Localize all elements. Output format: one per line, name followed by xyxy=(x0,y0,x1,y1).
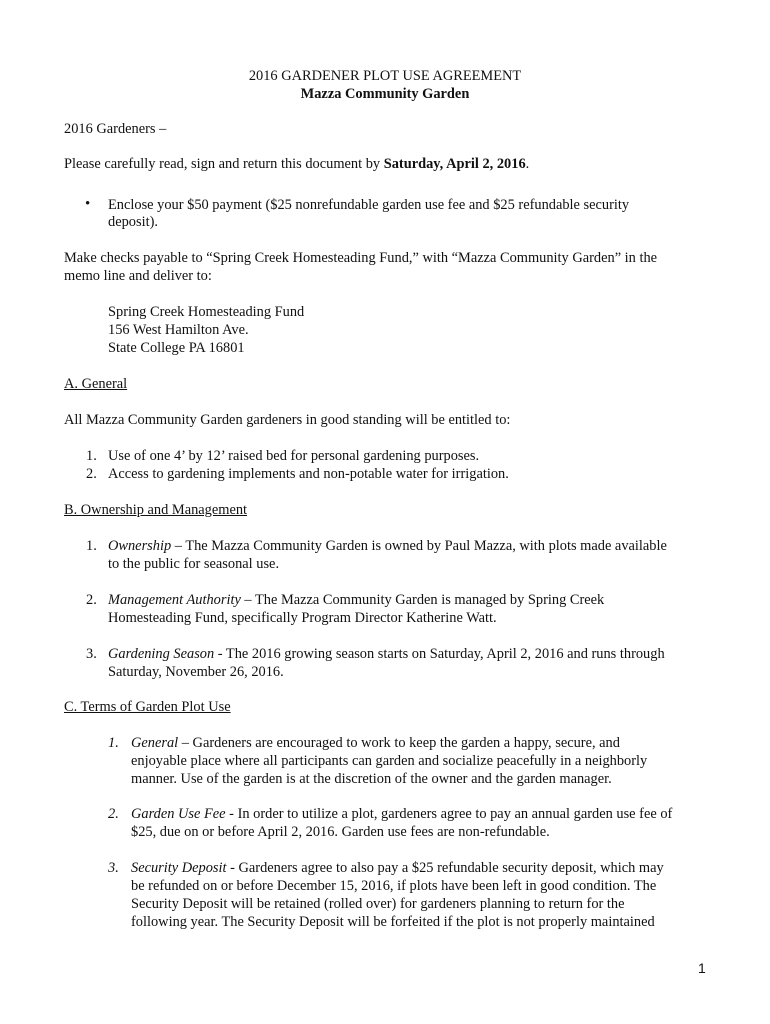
section-b-heading: B. Ownership and Management xyxy=(64,502,248,518)
fee-line-1 xyxy=(131,806,672,823)
deposit-line-2: be refunded on or before December 15, 2016, if plots have been left in good condition. The xyxy=(131,878,657,894)
item-separator: – xyxy=(240,592,255,608)
item-text: The 2016 growing season starts on Saturday, April 2, 2016 and runs through xyxy=(225,646,665,662)
item-text: Gardeners are encouraged to work to keep the garden a happy, secure, and xyxy=(192,735,620,751)
address-name: Spring Creek Homesteading Fund xyxy=(108,304,305,320)
checks-line-1: Make checks payable to “Spring Creek Homesteading Fund,” with “Mazza Community Garden” in the xyxy=(64,250,658,266)
item-separator: - xyxy=(225,806,238,822)
item-text: Gardeners agree to also pay a $25 refundable security deposit, which may xyxy=(238,860,664,876)
document-title: 2016 GARDENER PLOT USE AGREEMENT xyxy=(248,68,522,84)
deadline-date: Saturday, April 2, 2016 xyxy=(383,156,526,172)
general-line-1 xyxy=(131,735,620,752)
management-line-1 xyxy=(108,592,604,609)
season-line-1 xyxy=(108,646,665,663)
intro-text: Please carefully read, sign and return this document by xyxy=(64,156,384,172)
bullet-icon: • xyxy=(85,196,91,212)
fee-line-2: $25, due on or before April 2, 2016. Garden use fees are non-refundable. xyxy=(131,824,550,840)
address-city: State College PA 16801 xyxy=(108,340,245,356)
item-title: Ownership xyxy=(108,538,172,554)
list-number: 1. xyxy=(86,448,97,464)
section-a-intro: All Mazza Community Garden gardeners in good standing will be entitled to: xyxy=(64,412,511,428)
item-text: The Mazza Community Garden is managed by Spring Creek xyxy=(254,592,605,608)
item-separator: - xyxy=(214,646,226,662)
salutation: 2016 Gardeners – xyxy=(64,121,167,137)
item-title: Security Deposit xyxy=(131,860,227,876)
ownership-line-1 xyxy=(108,538,667,555)
intro-end: . xyxy=(525,156,530,172)
item-title: Management Authority xyxy=(108,592,241,608)
deposit-line-3: Security Deposit will be retained (rolled over) for gardeners planning to return for the xyxy=(131,896,625,912)
item-text: In order to utilize a plot, gardeners agree to pay an annual garden use fee of xyxy=(237,806,673,822)
list-item-text: Access to gardening implements and non-potable water for irrigation. xyxy=(108,466,509,482)
section-c-heading: C. Terms of Garden Plot Use xyxy=(64,699,231,715)
item-title: General xyxy=(131,735,179,751)
list-number: 2. xyxy=(86,592,97,608)
deposit-line-1 xyxy=(131,860,664,877)
deposit-line-4: following year. The Security Deposit will be forfeited if the plot is not properly maintained xyxy=(131,914,655,930)
ownership-line-2: to the public for seasonal use. xyxy=(108,556,280,572)
address-street: 156 West Hamilton Ave. xyxy=(108,322,249,338)
management-line-2: Homesteading Fund, specifically Program Director Katherine Watt. xyxy=(108,610,497,626)
list-number: 2. xyxy=(108,806,119,822)
item-separator: - xyxy=(226,860,239,876)
list-number: 2. xyxy=(86,466,97,482)
item-separator: – xyxy=(178,735,193,751)
season-line-2: Saturday, November 26, 2016. xyxy=(108,664,284,680)
section-a-heading: A. General xyxy=(64,376,128,392)
item-separator: – xyxy=(171,538,186,554)
list-number: 1. xyxy=(86,538,97,554)
intro-paragraph xyxy=(64,156,529,173)
general-line-2: enjoyable place where all participants can garden and socialize peacefully in a neighborly xyxy=(131,753,648,769)
list-item-text: Use of one 4’ by 12’ raised bed for personal gardening purposes. xyxy=(108,448,480,464)
list-number: 3. xyxy=(86,646,97,662)
page-number: 1 xyxy=(698,960,706,976)
item-title: Garden Use Fee xyxy=(131,806,226,822)
list-number: 3. xyxy=(108,860,119,876)
document-subtitle: Mazza Community Garden xyxy=(300,86,470,102)
item-title: Gardening Season xyxy=(108,646,215,662)
checks-line-2: memo line and deliver to: xyxy=(64,268,212,284)
item-text: The Mazza Community Garden is owned by Paul Mazza, with plots made available xyxy=(185,538,667,554)
payment-line-2: deposit). xyxy=(108,214,158,230)
list-number: 1. xyxy=(108,735,119,751)
general-line-3: manner. Use of the garden is at the discretion of the owner and the garden manager. xyxy=(131,771,612,787)
payment-line-1: Enclose your $50 payment ($25 nonrefundable garden use fee and $25 refundable security xyxy=(108,197,630,213)
